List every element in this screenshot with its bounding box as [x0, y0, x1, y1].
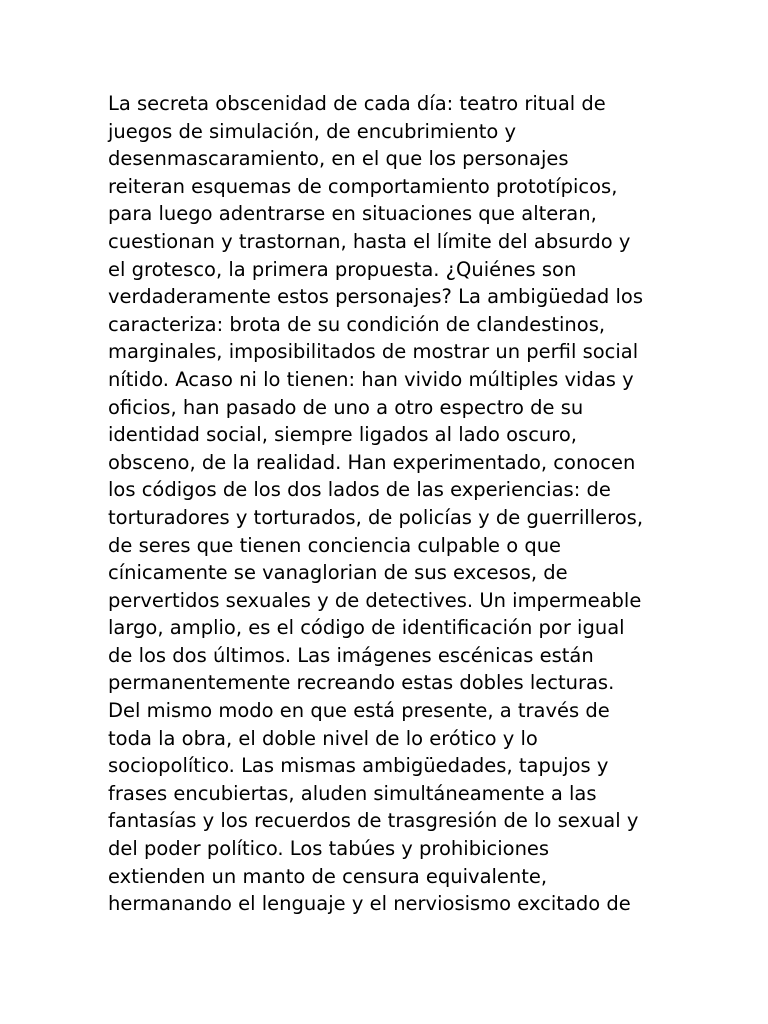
text-line: frases encubiertas, aluden simultáneamente a las — [108, 781, 597, 805]
text-line: verdaderamente estos personajes? La ambigüedad los — [108, 285, 643, 309]
text-line: de seres que tienen conciencia culpable o que — [108, 533, 562, 557]
text-line: cínicamente se vanaglorian de sus excesos, de — [108, 561, 568, 585]
document-page — [108, 90, 668, 918]
text-line: del poder político. Los tabúes y prohibiciones — [108, 837, 550, 861]
text-line: oficios, han pasado de uno a otro espectro de su — [108, 395, 584, 419]
text-line: largo, amplio, es el código de identificación por igual — [108, 616, 625, 640]
text-line: juegos de simulación, de encubrimiento y — [108, 119, 517, 143]
text-line: permanentemente recreando estas dobles lecturas. — [108, 671, 615, 695]
text-line: extienden un manto de censura equivalente, — [108, 864, 548, 888]
text-line: Del mismo modo en que está presente, a través de — [108, 699, 610, 723]
text-line: fantasías y los recuerdos de trasgresión de lo sexual y — [108, 809, 639, 833]
text-line: nítido. Acaso ni lo tienen: han vivido múltiples vidas y — [108, 367, 634, 391]
text-line: pervertidos sexuales y de detectives. Un impermeable — [108, 588, 642, 612]
text-line: La secreta obscenidad de cada día: teatro ritual de — [108, 92, 606, 115]
text-line: toda la obra, el doble nivel de lo erótico y lo — [108, 726, 538, 750]
text-line: de los dos últimos. Las imágenes escénicas están — [108, 643, 594, 667]
text-line: los códigos de los dos lados de las experiencias: de — [108, 478, 611, 502]
text-line: sociopolítico. Las mismas ambigüedades, tapujos y — [108, 754, 609, 778]
text-line: desenmascaramiento, en el que los personajes — [108, 147, 569, 171]
text-line: para luego adentrarse en situaciones que alteran, — [108, 202, 597, 226]
body-paragraph — [108, 90, 668, 918]
text-line: marginales, imposibilitados de mostrar un perfil social — [108, 340, 639, 364]
text-line: hermanando el lenguaje y el nerviosismo excitado de — [108, 892, 631, 916]
text-line: caracteriza: brota de su condición de clandestinos, — [108, 312, 606, 336]
text-line: cuestionan y trastornan, hasta el límite del absurdo y — [108, 229, 631, 253]
text-line: torturadores y torturados, de policías y de guerrilleros, — [108, 505, 644, 529]
text-line: identidad social, siempre ligados al lado oscuro, — [108, 423, 577, 447]
text-line: reiteran esquemas de comportamiento prototípicos, — [108, 174, 618, 198]
text-line: el grotesco, la primera propuesta. ¿Quiénes son — [108, 257, 577, 281]
text-line: obsceno, de la realidad. Han experimentado, conocen — [108, 450, 636, 474]
